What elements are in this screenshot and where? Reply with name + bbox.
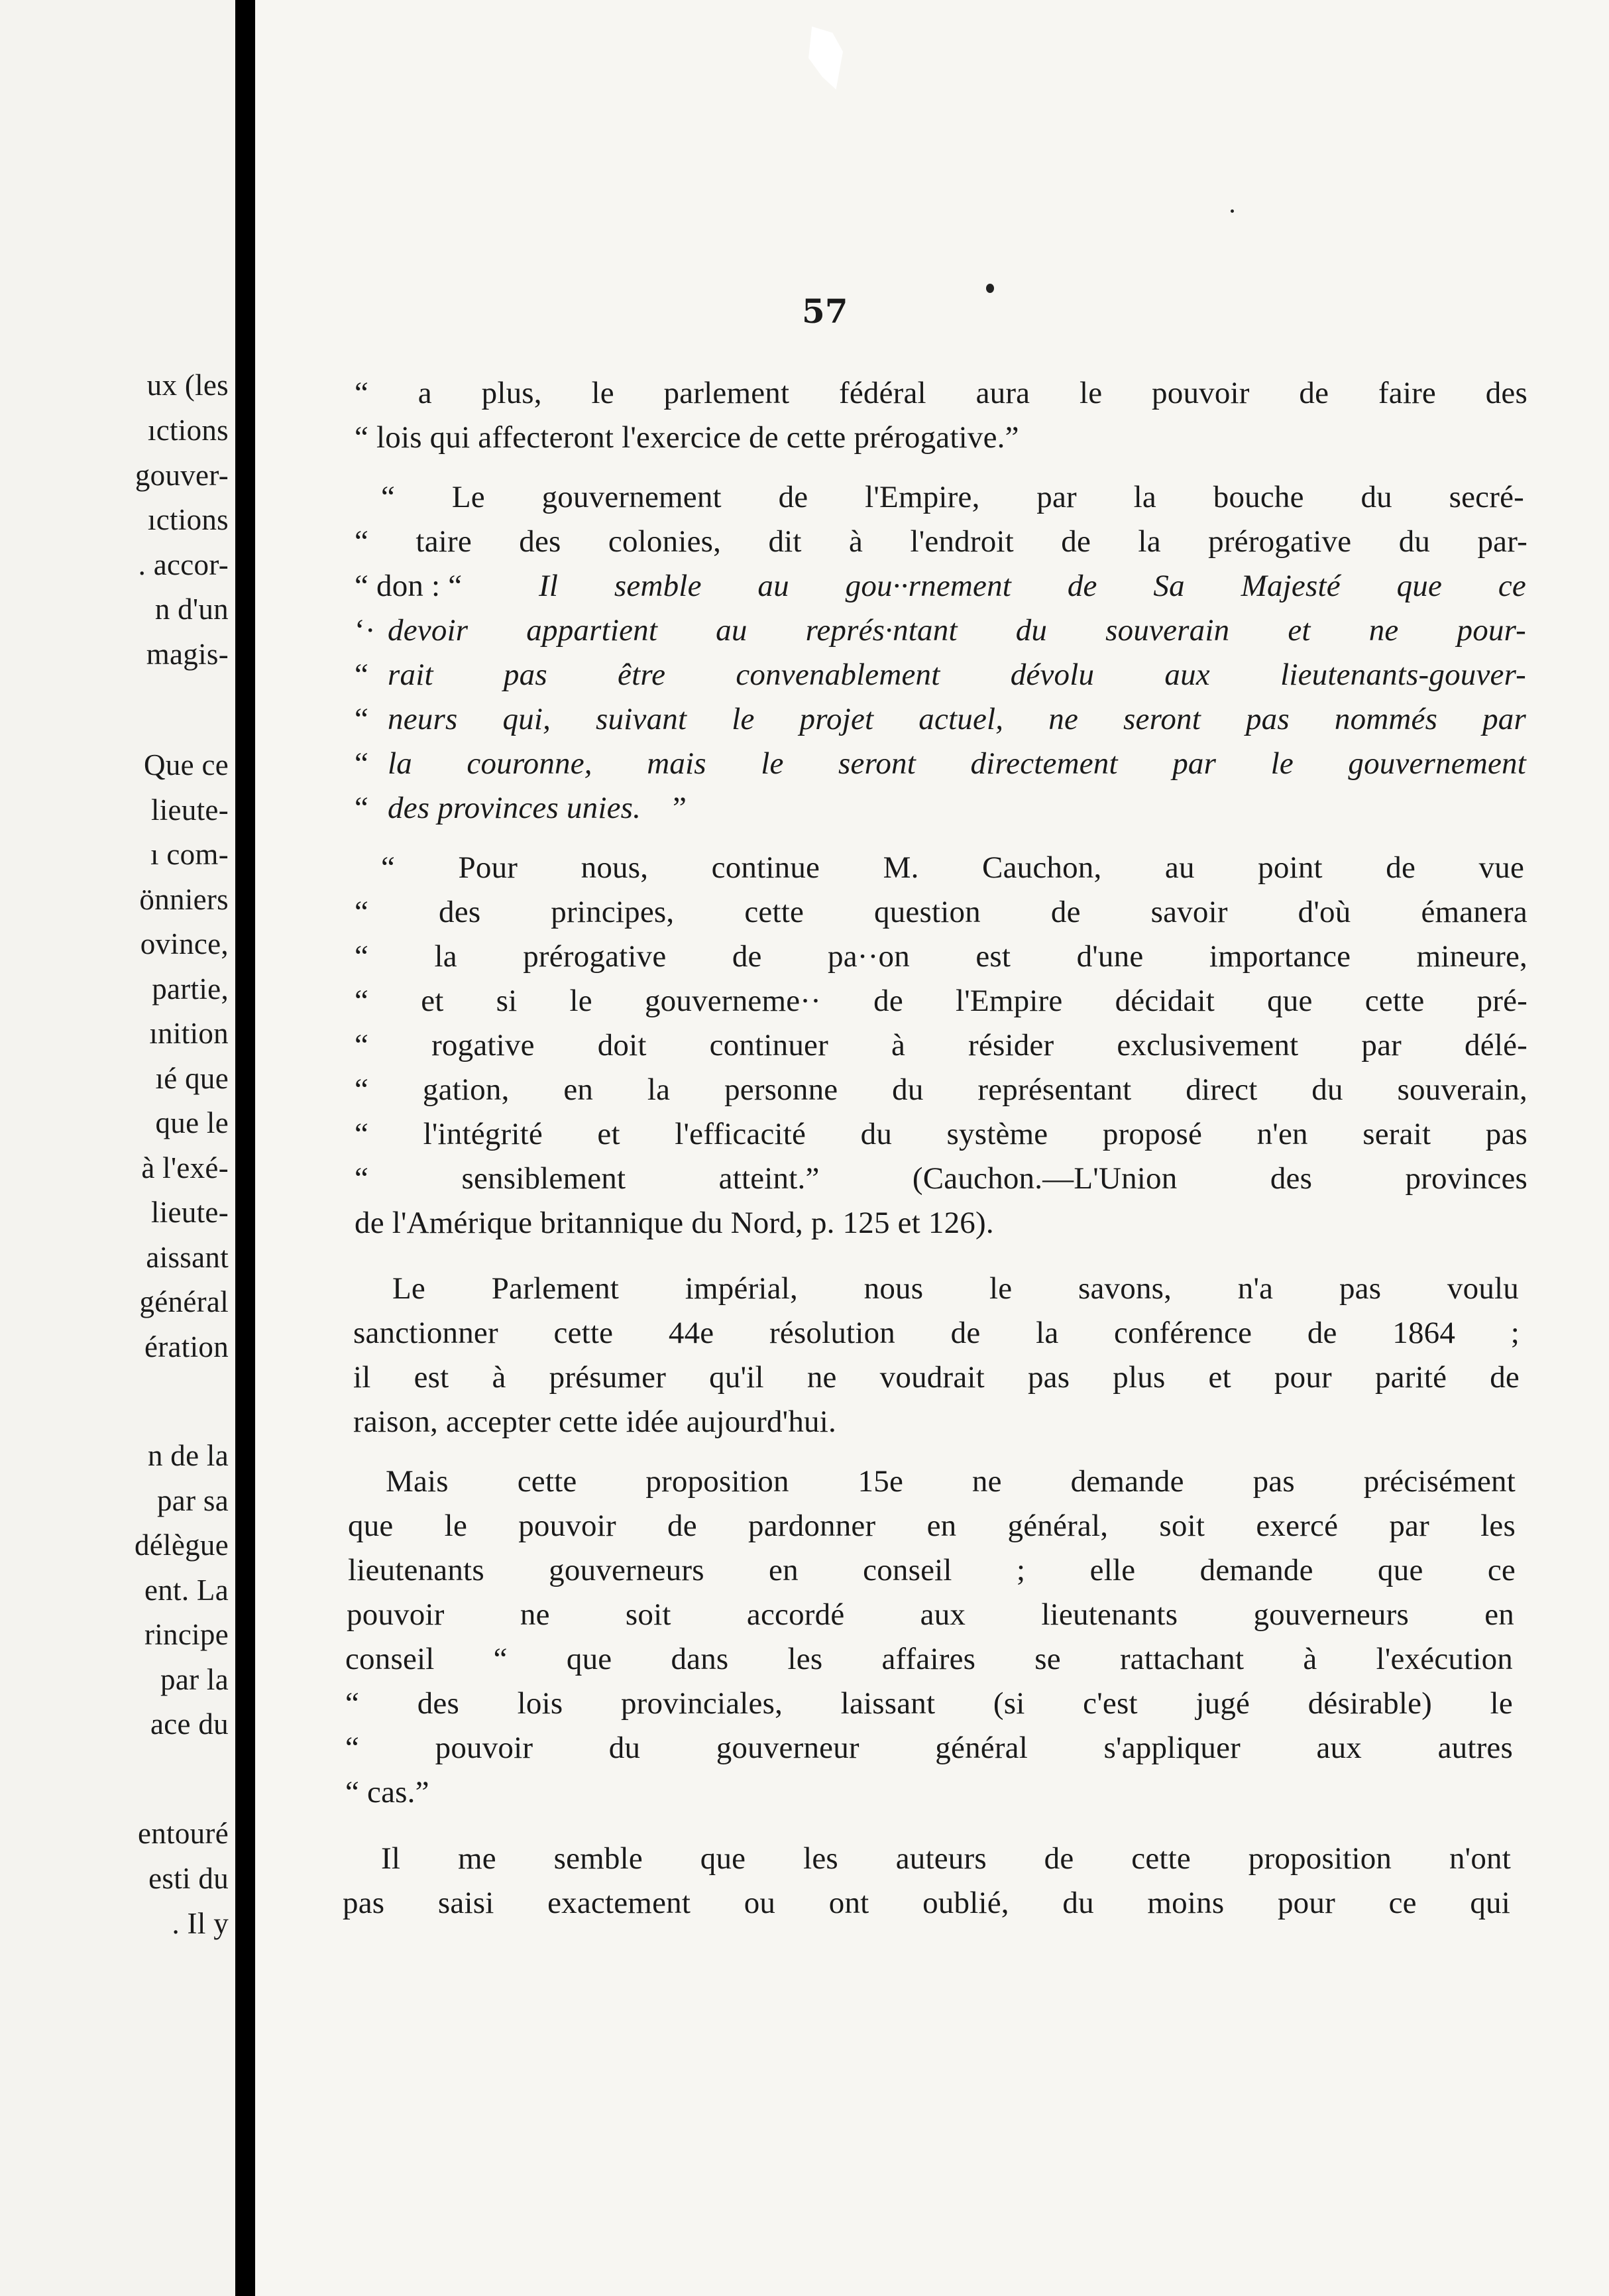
closing-quote: ” — [673, 791, 687, 825]
text-line: “ taire des colonies, dit à l'endroit de la prérogative du par- — [355, 524, 1527, 559]
text-line: “ pouvoir du gouverneur général s'appliquer aux autres — [345, 1731, 1513, 1765]
left-text-line: . Il y — [172, 1907, 229, 1940]
left-text-line: ıé que — [155, 1062, 229, 1095]
right-page — [255, 0, 1609, 2296]
left-text-line: esti du — [148, 1862, 229, 1895]
text-line: Le Parlement impérial, nous le savons, n'a pas voulu — [392, 1271, 1519, 1306]
left-text-line: entouré — [137, 1817, 229, 1850]
left-text-line: général — [139, 1285, 229, 1318]
left-text-line: n d'un — [154, 593, 229, 626]
text-line: Mais cette proposition 15e ne demande pas précisément — [386, 1464, 1516, 1499]
italic-text-line: devoir appartient au représ·ntant du souverain et ne pour- — [388, 613, 1526, 648]
text-line: “ des principes, cette question de savoir d'où émanera — [355, 895, 1527, 929]
left-text-line: ace du — [150, 1707, 229, 1741]
text-line: “ gation, en la personne du représentant direct du souverain, — [355, 1072, 1527, 1107]
page-number: 57 — [802, 292, 848, 331]
text-line: sanctionner cette 44e résolution de la conférence de 1864 ; — [353, 1316, 1520, 1350]
text-line: “ sensiblement atteint.” (Cauchon.—L'Union des provinces — [355, 1161, 1527, 1196]
left-text-line: délègue — [134, 1528, 229, 1562]
text-line: “ lois qui affecteront l'exercice de cette prérogative.” — [355, 420, 1019, 455]
left-text-line: önniers — [139, 883, 229, 916]
text-line: conseil “ que dans les affaires se rattachant à l'exécution — [345, 1642, 1513, 1676]
italic-text-line: la couronne, mais le seront directement par le gouvernement — [388, 746, 1526, 781]
text-line: “ Le gouvernement de l'Empire, par la bouche du secré- — [381, 480, 1524, 514]
left-text-line: magis- — [146, 638, 229, 671]
left-text-line: Que ce — [144, 748, 229, 781]
text-line: “ cas.” — [345, 1775, 429, 1809]
left-text-line: ınition — [149, 1017, 229, 1050]
left-text-line: ération — [144, 1330, 229, 1363]
left-text-line: . accor- — [138, 548, 229, 581]
text-line: pouvoir ne soit accordé aux lieutenants gouverneurs en — [347, 1597, 1514, 1632]
left-text-line: rincipe — [144, 1618, 229, 1651]
text-line: pas saisi exactement ou ont oublié, du moins pour ce qui — [343, 1886, 1510, 1920]
text-line: “ et si le gouverneme·· de l'Empire décidait que cette pré- — [355, 984, 1527, 1018]
text-line: Il me semble que les auteurs de cette proposition n'ont — [381, 1841, 1511, 1876]
text-line: que le pouvoir de pardonner en général, soit exercé par les — [348, 1509, 1516, 1543]
left-text-line: ovince, — [140, 927, 229, 960]
italic-text-line: des provinces unies. — [388, 791, 641, 825]
left-text-line: à l'exé- — [141, 1151, 229, 1184]
left-text-line: ıctions — [147, 503, 229, 536]
text-line: “ l'intégrité et l'efficacité du système proposé n'en serait pas — [355, 1117, 1527, 1151]
quote-mark: ‘· — [355, 613, 376, 648]
left-text-line: ı com- — [150, 838, 229, 871]
text-line: “ a plus, le parlement fédéral aura le pouvoir de faire des — [355, 376, 1527, 410]
left-text-line: que le — [155, 1106, 229, 1139]
left-page-fragment — [0, 0, 235, 2296]
left-text-line: lieute- — [150, 1196, 229, 1229]
text-line: “ don : “ — [355, 569, 463, 603]
text-line: “ la prérogative de pa··on est d'une importance mineure, — [355, 939, 1527, 974]
quote-mark: “ — [355, 791, 369, 825]
text-line: “ des lois provinciales, laissant (si c'est jugé désirable) le — [345, 1686, 1513, 1721]
text-line: raison, accepter cette idée aujourd'hui. — [353, 1405, 836, 1439]
left-text-line: partie, — [152, 972, 229, 1005]
left-text-line: gouver- — [135, 459, 229, 492]
left-text-line: lieute- — [150, 793, 229, 827]
text-line: “ Pour nous, continue M. Cauchon, au point de vue — [381, 850, 1524, 885]
left-text-line: ıctions — [147, 414, 229, 447]
left-text-line: par la — [160, 1663, 229, 1696]
paper-blemish — [808, 27, 843, 89]
left-text-line: aissant — [146, 1241, 229, 1274]
page-gutter — [235, 0, 255, 2296]
left-text-line: n de la — [147, 1439, 229, 1472]
ink-speck — [1231, 209, 1234, 213]
left-text-line: ent. La — [144, 1574, 229, 1607]
left-text-line: par sa — [157, 1484, 229, 1517]
text-line: “ rogative doit continuer à résider exclusivement par délé- — [355, 1028, 1527, 1062]
text-line: lieutenants gouverneurs en conseil ; elle demande que ce — [348, 1553, 1516, 1587]
quote-mark: “ — [355, 702, 369, 736]
italic-text-line: Il semble au gou··rnement de Sa Majesté que ce — [539, 569, 1526, 603]
italic-text-line: neurs qui, suivant le projet actuel, ne seront pas nommés par — [388, 702, 1526, 736]
quote-mark: “ — [355, 746, 369, 781]
text-line: il est à présumer qu'il ne voudrait pas plus et pour parité de — [353, 1360, 1520, 1395]
ink-speck — [986, 284, 994, 293]
italic-text-line: rait pas être convenablement dévolu aux lieutenants-gouver- — [388, 658, 1526, 692]
text-line: de l'Amérique britannique du Nord, p. 125 et 126). — [355, 1206, 994, 1240]
left-text-line: ux (les — [146, 369, 229, 402]
quote-mark: “ — [355, 658, 369, 692]
